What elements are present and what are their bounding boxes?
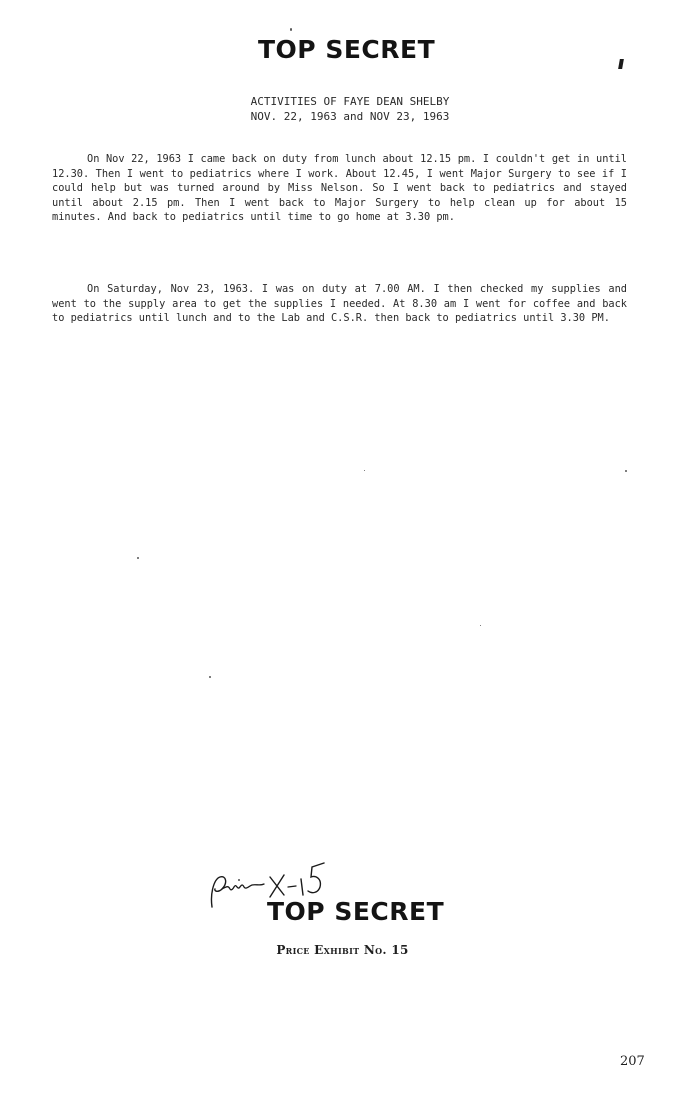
document-title: ACTIVITIES OF FAYE DEAN SHELBY (250, 95, 450, 108)
margin-mark (618, 59, 624, 69)
exhibit-label: Price Exhibit No. 15 (276, 943, 409, 957)
paragraph-nov-23: On Saturday, Nov 23, 1963. I was on duty at 7.00 AM. I then checked my supplies and went to the supply area to get the supplies I needed. At 8.30 am I went for coffee and back to pediatrics until lunch and to the Lab and C.S.R. then back to pediatrics until 3.30 PM. (52, 283, 627, 324)
document-date-line: NOV. 22, 1963 and NOV 23, 1963 (250, 110, 450, 123)
scan-speck (364, 470, 365, 471)
scan-speck (209, 676, 211, 678)
scan-speck (137, 557, 139, 559)
paragraph-nov-22: On Nov 22, 1963 I came back on duty from lunch about 12.15 pm. I couldn't get in until 12.30. Then I went to pediatrics where I work. About 12.45, I went Major Surgery to see if I could help but was turned around by Miss Nelson. So I went back to pediatrics and stayed until about 2.15 pm. Then I went back to Major Surgery to help clean up for about 15 minutes. And back to pediatrics until time to go home at 3.30 pm. (52, 153, 627, 223)
scan-speck (625, 470, 627, 472)
page-number: 207 (620, 1054, 645, 1069)
scan-speck (480, 625, 481, 626)
top-secret-footer-stamp: TOP SECRET (267, 897, 445, 926)
scan-speck (290, 28, 292, 31)
top-secret-header-stamp: TOP SECRET (258, 35, 436, 64)
